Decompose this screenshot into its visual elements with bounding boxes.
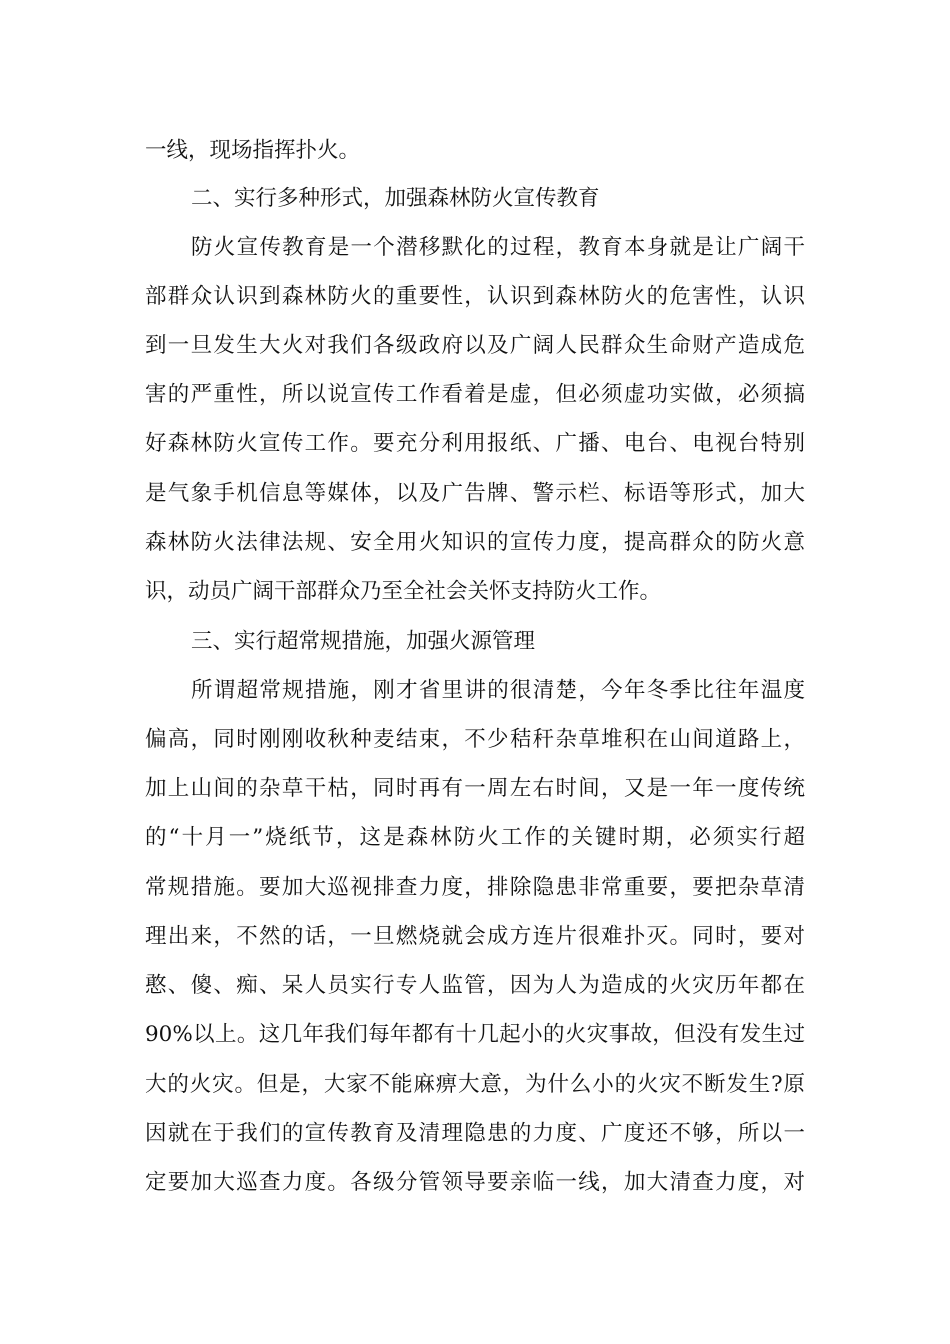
text-line: 加上山间的杂草干枯，同时再有一周左右时间，又是一年一度传统 bbox=[145, 776, 805, 801]
text-line: 理出来，不然的话，一旦燃烧就会成方连片很难扑灭。同时，要对 bbox=[145, 924, 805, 949]
text-line: 害的严重性，所以说宣传工作看着是虚，但必须虚功实做，必须搞 bbox=[145, 382, 805, 407]
text-line: 的“十月一”烧纸节，这是森林防火工作的关键时期，必须实行超 bbox=[145, 825, 805, 850]
text-line: 一线，现场指挥扑火。 bbox=[145, 138, 361, 163]
text-line: 憨、傻、痴、呆人员实行专人监管，因为人为造成的火灾历年都在 bbox=[145, 973, 805, 998]
text-line: 防火宣传教育是一个潜移默化的过程，教育本身就是让广阔干 bbox=[191, 235, 805, 260]
text-line: 大的火灾。但是，大家不能麻痹大意，为什么小的火灾不断发生?原 bbox=[145, 1072, 805, 1097]
section-heading: 三、实行超常规措施，加强火源管理 bbox=[191, 629, 536, 654]
section-heading: 二、实行多种形式，加强森林防火宣传教育 bbox=[191, 186, 600, 211]
text-line: 偏高，同时刚刚收秋种麦结束，不少秸秆杂草堆积在山间道路上， bbox=[145, 727, 805, 752]
text-line: 定要加大巡查力度。各级分管领导要亲临一线，加大清查力度，对 bbox=[145, 1170, 805, 1195]
text-line: 是气象手机信息等媒体，以及广告牌、警示栏、标语等形式，加大 bbox=[145, 481, 805, 506]
text-line: 到一旦发生大火对我们各级政府以及广阔人民群众生命财产造成危 bbox=[145, 333, 805, 358]
text-line: 森林防火法律法规、安全用火知识的宣传力度，提高群众的防火意 bbox=[145, 530, 805, 555]
text-line: 所谓超常规措施，刚才省里讲的很清楚，今年冬季比往年温度 bbox=[191, 678, 805, 703]
text-line: 因就在于我们的宣传教育及清理隐患的力度、广度还不够，所以一 bbox=[145, 1121, 805, 1146]
text-line: 90%以上。这几年我们每年都有十几起小的火灾事故，但没有发生过 bbox=[145, 1022, 805, 1047]
text-line: 常规措施。要加大巡视排查力度，排除隐患非常重要，要把杂草清 bbox=[145, 875, 805, 900]
text-line: 识，动员广阔干部群众乃至全社会关怀支持防火工作。 bbox=[145, 579, 662, 604]
text-line: 好森林防火宣传工作。要充分利用报纸、广播、电台、电视台特别 bbox=[145, 431, 805, 456]
text-line: 部群众认识到森林防火的重要性，认识到森林防火的危害性，认识 bbox=[145, 284, 805, 309]
